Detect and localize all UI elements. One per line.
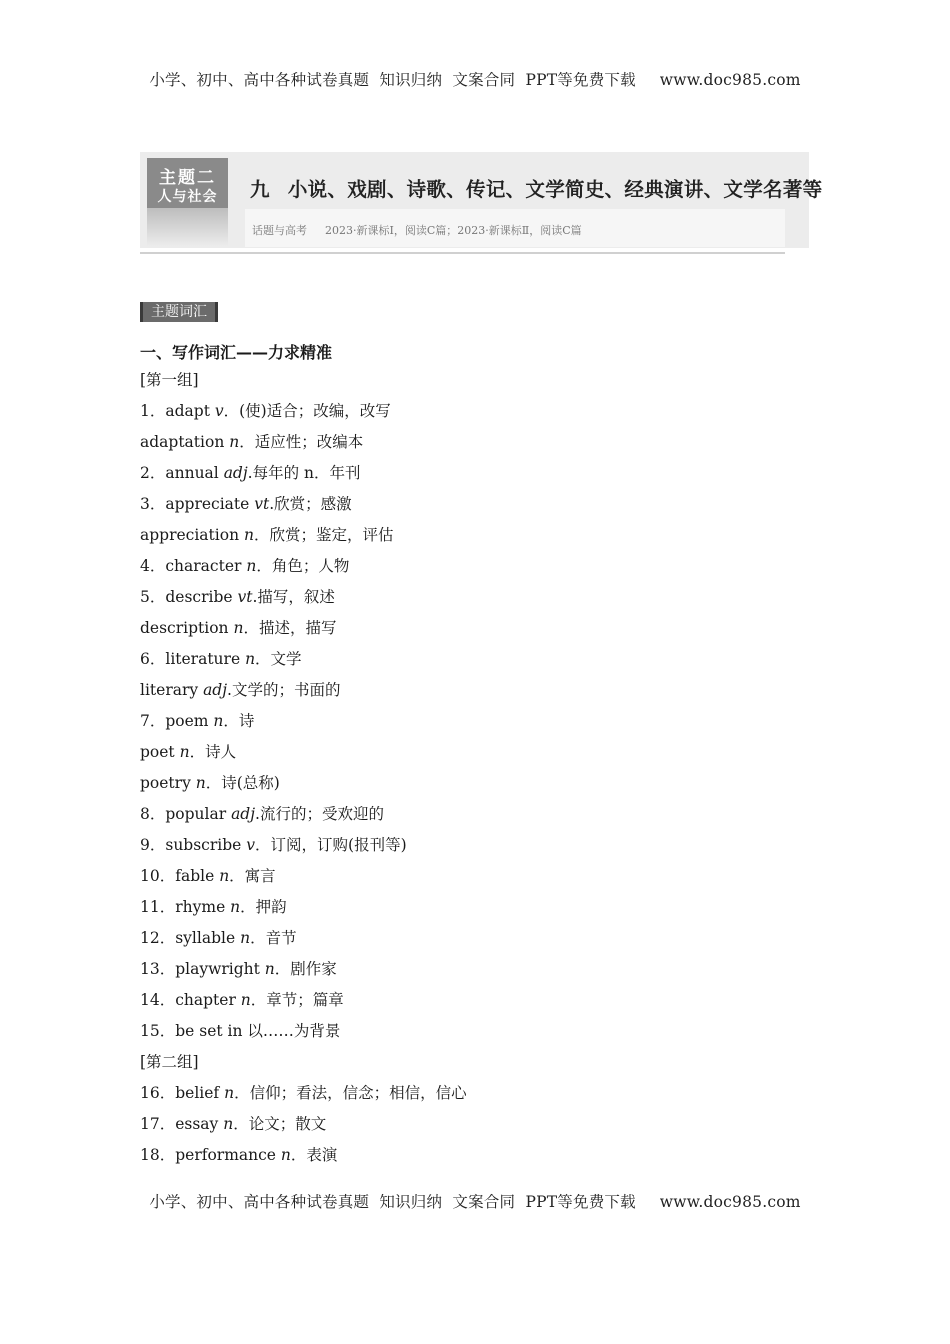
vocab-entry-pre: 11．rhyme xyxy=(140,898,231,916)
vocab-entry-pre: [第一组] xyxy=(140,371,199,389)
vocab-entry xyxy=(140,1050,840,1081)
vocab-entry-pos: n xyxy=(179,743,190,761)
exam-reference xyxy=(252,222,582,238)
banner-divider xyxy=(140,252,785,254)
vocab-entry-pre: [第二组] xyxy=(140,1053,199,1071)
vocab-entry xyxy=(140,1081,840,1112)
vocab-entry-pre: 14．chapter xyxy=(140,991,241,1009)
vocab-entry-pre: 18．performance xyxy=(140,1146,281,1164)
vocab-entry-pos: vt xyxy=(254,495,270,513)
vocab-entry-pre: appreciation xyxy=(140,526,244,544)
vocab-entry-pos: n xyxy=(224,1084,235,1102)
vocab-entry xyxy=(140,926,840,957)
vocab-entry-pre: 4．character xyxy=(140,557,247,575)
vocab-entry-pos: n xyxy=(195,774,206,792)
vocab-entry xyxy=(140,1019,840,1050)
vocab-entry-pos: adj xyxy=(203,681,228,699)
vocab-entry-pos: n xyxy=(233,619,244,637)
vocab-entry xyxy=(140,957,840,988)
vocab-entry-pre: 10．fable xyxy=(140,867,220,885)
vocab-entry xyxy=(140,554,840,585)
section-title: 一、写作词汇——力求精准 xyxy=(140,343,333,362)
vocab-entry-post: ．适应性；改编本 xyxy=(239,433,364,451)
vocab-entry-post: .流行的；受欢迎的 xyxy=(255,805,384,823)
header-text: 小学、初中、高中各种试卷真题 知识归纳 文案合同 PPT等免费下载 xyxy=(149,71,636,89)
vocab-entry-pre: adaptation xyxy=(140,433,230,451)
unit-title xyxy=(250,174,822,202)
vocab-entry xyxy=(140,368,840,399)
vocab-entry xyxy=(140,771,840,802)
vocab-entry xyxy=(140,740,840,771)
vocab-entry-pre: poetry xyxy=(140,774,196,792)
vocab-entry-pre: 3．appreciate xyxy=(140,495,255,513)
vocab-entry-pre: 15．be set in 以……为背景 xyxy=(140,1022,341,1040)
vocab-section-tag: 主题词汇 xyxy=(140,302,218,322)
vocab-entry-pos: adj xyxy=(223,464,248,482)
vocab-entry-post: ．音节 xyxy=(250,929,297,947)
vocab-entry-pre: 6．literature xyxy=(140,650,246,668)
vocab-entry-pre: poet xyxy=(140,743,180,761)
page-header xyxy=(0,68,950,90)
vocab-entry-post: ．描述，描写 xyxy=(243,619,337,637)
vocab-list xyxy=(140,368,840,1174)
exam-reference-text: 2023·新课标Ⅰ，阅读C篇；2023·新课标Ⅱ，阅读C篇 xyxy=(325,224,582,237)
vocab-entry-pos: n xyxy=(219,867,230,885)
vocab-entry-pos: n xyxy=(245,650,256,668)
vocab-entry-post: ．寓言 xyxy=(229,867,276,885)
vocab-entry xyxy=(140,864,840,895)
vocab-entry xyxy=(140,895,840,926)
vocab-entry-post: ．表演 xyxy=(290,1146,338,1164)
vocab-entry-pre: description xyxy=(140,619,234,637)
vocab-entry-pre: 7．poem xyxy=(140,712,214,730)
vocab-entry-pos: n xyxy=(240,929,251,947)
vocab-entry-post: .描写，叙述 xyxy=(252,588,335,606)
vocab-entry-post: ．诗(总称) xyxy=(205,774,280,792)
vocab-entry xyxy=(140,988,840,1019)
vocab-entry-post: ．欣赏；鉴定，评估 xyxy=(253,526,394,544)
vocab-entry xyxy=(140,1112,840,1143)
vocab-entry xyxy=(140,709,840,740)
vocab-entry xyxy=(140,833,840,864)
topic-banner xyxy=(140,152,823,255)
vocab-entry-pre: 17．essay xyxy=(140,1115,224,1133)
vocab-entry-post: ．订阅，订购(报刊等) xyxy=(255,836,407,854)
vocab-entry-post: ．诗人 xyxy=(189,743,237,761)
vocab-entry xyxy=(140,1143,840,1174)
vocab-entry xyxy=(140,523,840,554)
vocab-entry-pos: adj xyxy=(231,805,256,823)
vocab-entry xyxy=(140,647,840,678)
vocab-entry xyxy=(140,492,840,523)
vocab-entry-post: ．论文；散文 xyxy=(233,1115,327,1133)
vocab-entry xyxy=(140,399,840,430)
vocab-entry-pos: n xyxy=(264,960,275,978)
vocab-entry-pre: 9．subscribe xyxy=(140,836,247,854)
vocab-entry-pos: n xyxy=(230,898,241,916)
theme-badge-line1: 主题二 xyxy=(159,168,216,188)
vocab-entry-post: ．剧作家 xyxy=(274,960,337,978)
vocab-entry-pos: n xyxy=(213,712,224,730)
vocab-entry-post: .每年的 n．年刊 xyxy=(247,464,361,482)
vocab-entry-post: ．角色；人物 xyxy=(256,557,350,575)
vocab-entry-post: ．(使)适合；改编，改写 xyxy=(223,402,391,420)
vocab-entry-pos: v xyxy=(246,836,256,854)
page-footer xyxy=(0,1190,950,1212)
vocab-entry-post: ．押韵 xyxy=(240,898,287,916)
vocab-entry-pos: vt xyxy=(237,588,253,606)
vocab-entry xyxy=(140,585,840,616)
vocab-entry-pos: n xyxy=(280,1146,291,1164)
vocab-entry xyxy=(140,430,840,461)
exam-reference-label: 话题与高考 xyxy=(252,224,307,237)
vocab-entry-pos: n xyxy=(246,557,257,575)
vocab-entry-post: ．诗 xyxy=(223,712,255,730)
header-url[interactable]: www.doc985.com xyxy=(659,71,801,89)
vocab-entry-pre: 12．syllable xyxy=(140,929,241,947)
vocab-entry-post: ．文学 xyxy=(255,650,302,668)
unit-title-text: 小说、戏剧、诗歌、传记、文学简史、经典演讲、文学名著等 xyxy=(287,178,823,201)
vocab-entry-pos: n xyxy=(240,991,251,1009)
vocab-entry-pre: 5．describe xyxy=(140,588,238,606)
theme-badge xyxy=(147,158,228,246)
vocab-entry-pre: 1．adapt xyxy=(140,402,215,420)
vocab-entry xyxy=(140,461,840,492)
unit-number: 九 xyxy=(250,178,270,201)
vocab-entry-pre: 13．playwright xyxy=(140,960,265,978)
vocab-entry xyxy=(140,678,840,709)
vocab-entry-pre: 8．popular xyxy=(140,805,232,823)
vocab-entry-post: ．章节；篇章 xyxy=(250,991,344,1009)
vocab-entry-post: ．信仰；看法，信念；相信，信心 xyxy=(234,1084,467,1102)
footer-text: 小学、初中、高中各种试卷真题 知识归纳 文案合同 PPT等免费下载 xyxy=(149,1193,636,1211)
vocab-entry xyxy=(140,802,840,833)
vocab-entry-pre: 2．annual xyxy=(140,464,224,482)
vocab-entry-pos: n xyxy=(229,433,240,451)
footer-url[interactable]: www.doc985.com xyxy=(659,1193,801,1211)
vocab-entry-pre: 16．belief xyxy=(140,1084,225,1102)
vocab-entry-post: .文学的；书面的 xyxy=(227,681,341,699)
vocab-entry xyxy=(140,616,840,647)
vocab-entry-post: .欣赏；感激 xyxy=(269,495,352,513)
vocab-entry-pre: literary xyxy=(140,681,204,699)
vocab-entry-pos: v xyxy=(214,402,224,420)
vocab-entry-pos: n xyxy=(223,1115,234,1133)
theme-badge-line2: 人与社会 xyxy=(157,189,218,205)
vocab-entry-pos: n xyxy=(243,526,254,544)
